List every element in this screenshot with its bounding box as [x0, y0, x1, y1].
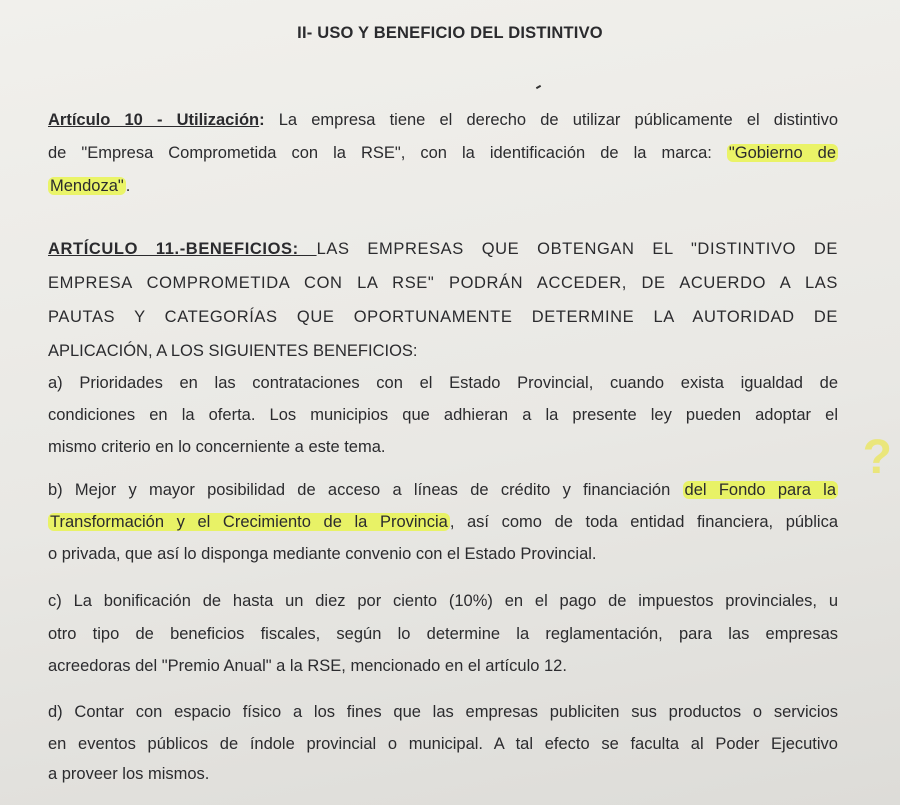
art11-line-1: ARTÍCULO 11.-BENEFICIOS: LAS EMPRESAS QUE OBTENGAN EL "DISTINTIVO DE: [48, 240, 838, 258]
section-title: II- USO Y BENEFICIO DEL DISTINTIVO: [297, 24, 603, 42]
art10-line-2: de "Empresa Comprometida con la RSE", con la identificación de la marca: "Gobierno de: [48, 144, 836, 162]
art11-line-4: APLICACIÓN, A LOS SIGUIENTES BENEFICIOS:: [48, 342, 418, 360]
margin-question-mark: ?: [862, 431, 892, 484]
item-a-line-2: condiciones en la oferta. Los municipios que adhieran a la presente ley pueden adoptar el: [48, 406, 838, 424]
item-a-line-3: mismo criterio en lo concerniente a este tema.: [48, 438, 386, 456]
item-b-line-2: Transformación y el Crecimiento de la Provincia , así como de toda entidad financiera, pública: [50, 513, 838, 531]
item-c-line-3: acreedoras del "Premio Anual" a la RSE, mencionado en el artículo 12.: [48, 657, 567, 675]
item-d-line-1: d) Contar con espacio físico a los fines que las empresas publiciten sus productos o servicios: [48, 703, 838, 721]
item-a-line-1: a) Prioridades en las contrataciones con el Estado Provincial, cuando exista igualdad de: [48, 374, 838, 392]
art11-heading: ARTÍCULO 11.-BENEFICIOS:: [48, 240, 317, 258]
item-b-line-3: o privada, que así lo disponga mediante convenio con el Estado Provincial.: [48, 545, 597, 563]
highlight: del Fondo para la: [684, 481, 836, 499]
art10-line-1: Artículo 10 - Utilización: La empresa tiene el derecho de utilizar públicamente el distintivo: [48, 111, 838, 129]
ink-speck: [536, 85, 541, 89]
item-b-line-1: b) Mejor y mayor posibilidad de acceso a líneas de crédito y financiación del Fondo para la: [48, 481, 836, 499]
highlight: "Gobierno de: [728, 144, 836, 162]
art10-line-3: Mendoza" .: [50, 177, 131, 195]
highlight: Transformación y el Crecimiento de la Provincia: [50, 513, 448, 531]
item-c-line-2: otro tipo de beneficios fiscales, según lo determine la reglamentación, para las empresas: [48, 625, 838, 643]
highlight: Mendoza": [50, 177, 124, 195]
art11-line-3: PAUTAS Y CATEGORÍAS QUE OPORTUNAMENTE DETERMINE LA AUTORIDAD DE: [48, 308, 838, 326]
art11-line-2: EMPRESA COMPROMETIDA CON LA RSE" PODRÁN ACCEDER, DE ACUERDO A LAS: [48, 274, 838, 292]
art10-heading: Artículo 10 - Utilización: [48, 111, 260, 129]
item-c-line-1: c) La bonificación de hasta un diez por ciento (10%) en el pago de impuestos provinciales, u: [48, 592, 838, 610]
item-d-line-2: en eventos públicos de índole provincial o municipal. A tal efecto se faculta al Poder Ejecutivo: [48, 735, 838, 753]
item-d-line-3: a proveer los mismos.: [48, 765, 210, 783]
